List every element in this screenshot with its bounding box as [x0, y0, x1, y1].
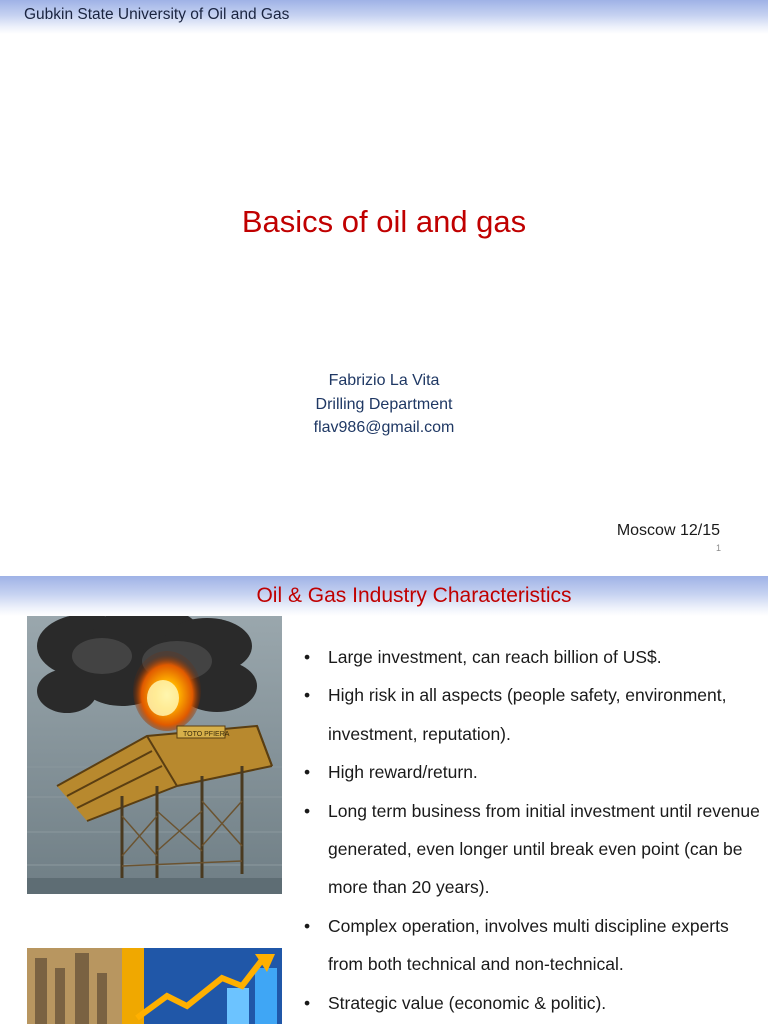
location-date: Moscow 12/15: [616, 522, 720, 539]
page-number: 1: [715, 543, 721, 553]
slide-header-bar: [0, 0, 768, 34]
characteristics-slide: [0, 576, 768, 1024]
refinery-growth-image: [27, 948, 282, 1024]
author-email: flav986@gmail.com: [313, 419, 455, 436]
slide-title: Oil & Gas Industry Characteristics: [256, 584, 572, 607]
author-name: Fabrizio La Vita: [328, 372, 440, 389]
author-block: [0, 369, 768, 440]
author-department: Drilling Department: [315, 395, 453, 413]
bullet-item: • High risk in all aspects (people safety, environment, investment, reputation).: [304, 685, 727, 744]
bullet-item: • Complex operation, involves multi discipline experts from both technical and non-technical.: [304, 915, 729, 975]
presentation-title: Basics of oil and gas: [241, 204, 527, 239]
platform-sign: TOTO PFIERA: [183, 731, 230, 738]
bullet-item: • Strategic value (economic & politic).: [304, 992, 607, 1013]
bullet-item: • High reward/return.: [304, 762, 478, 783]
university-name: Gubkin State University of Oil and Gas: [24, 6, 290, 23]
bullet-item: • Large investment, can reach billion of US$.: [304, 647, 662, 667]
characteristics-list: [300, 638, 760, 1022]
burning-oil-platform-image: [27, 616, 282, 894]
bullet-item: • Long term business from initial investment until revenue generated, even longer until break even point (can be more than 20 years).: [304, 800, 760, 898]
